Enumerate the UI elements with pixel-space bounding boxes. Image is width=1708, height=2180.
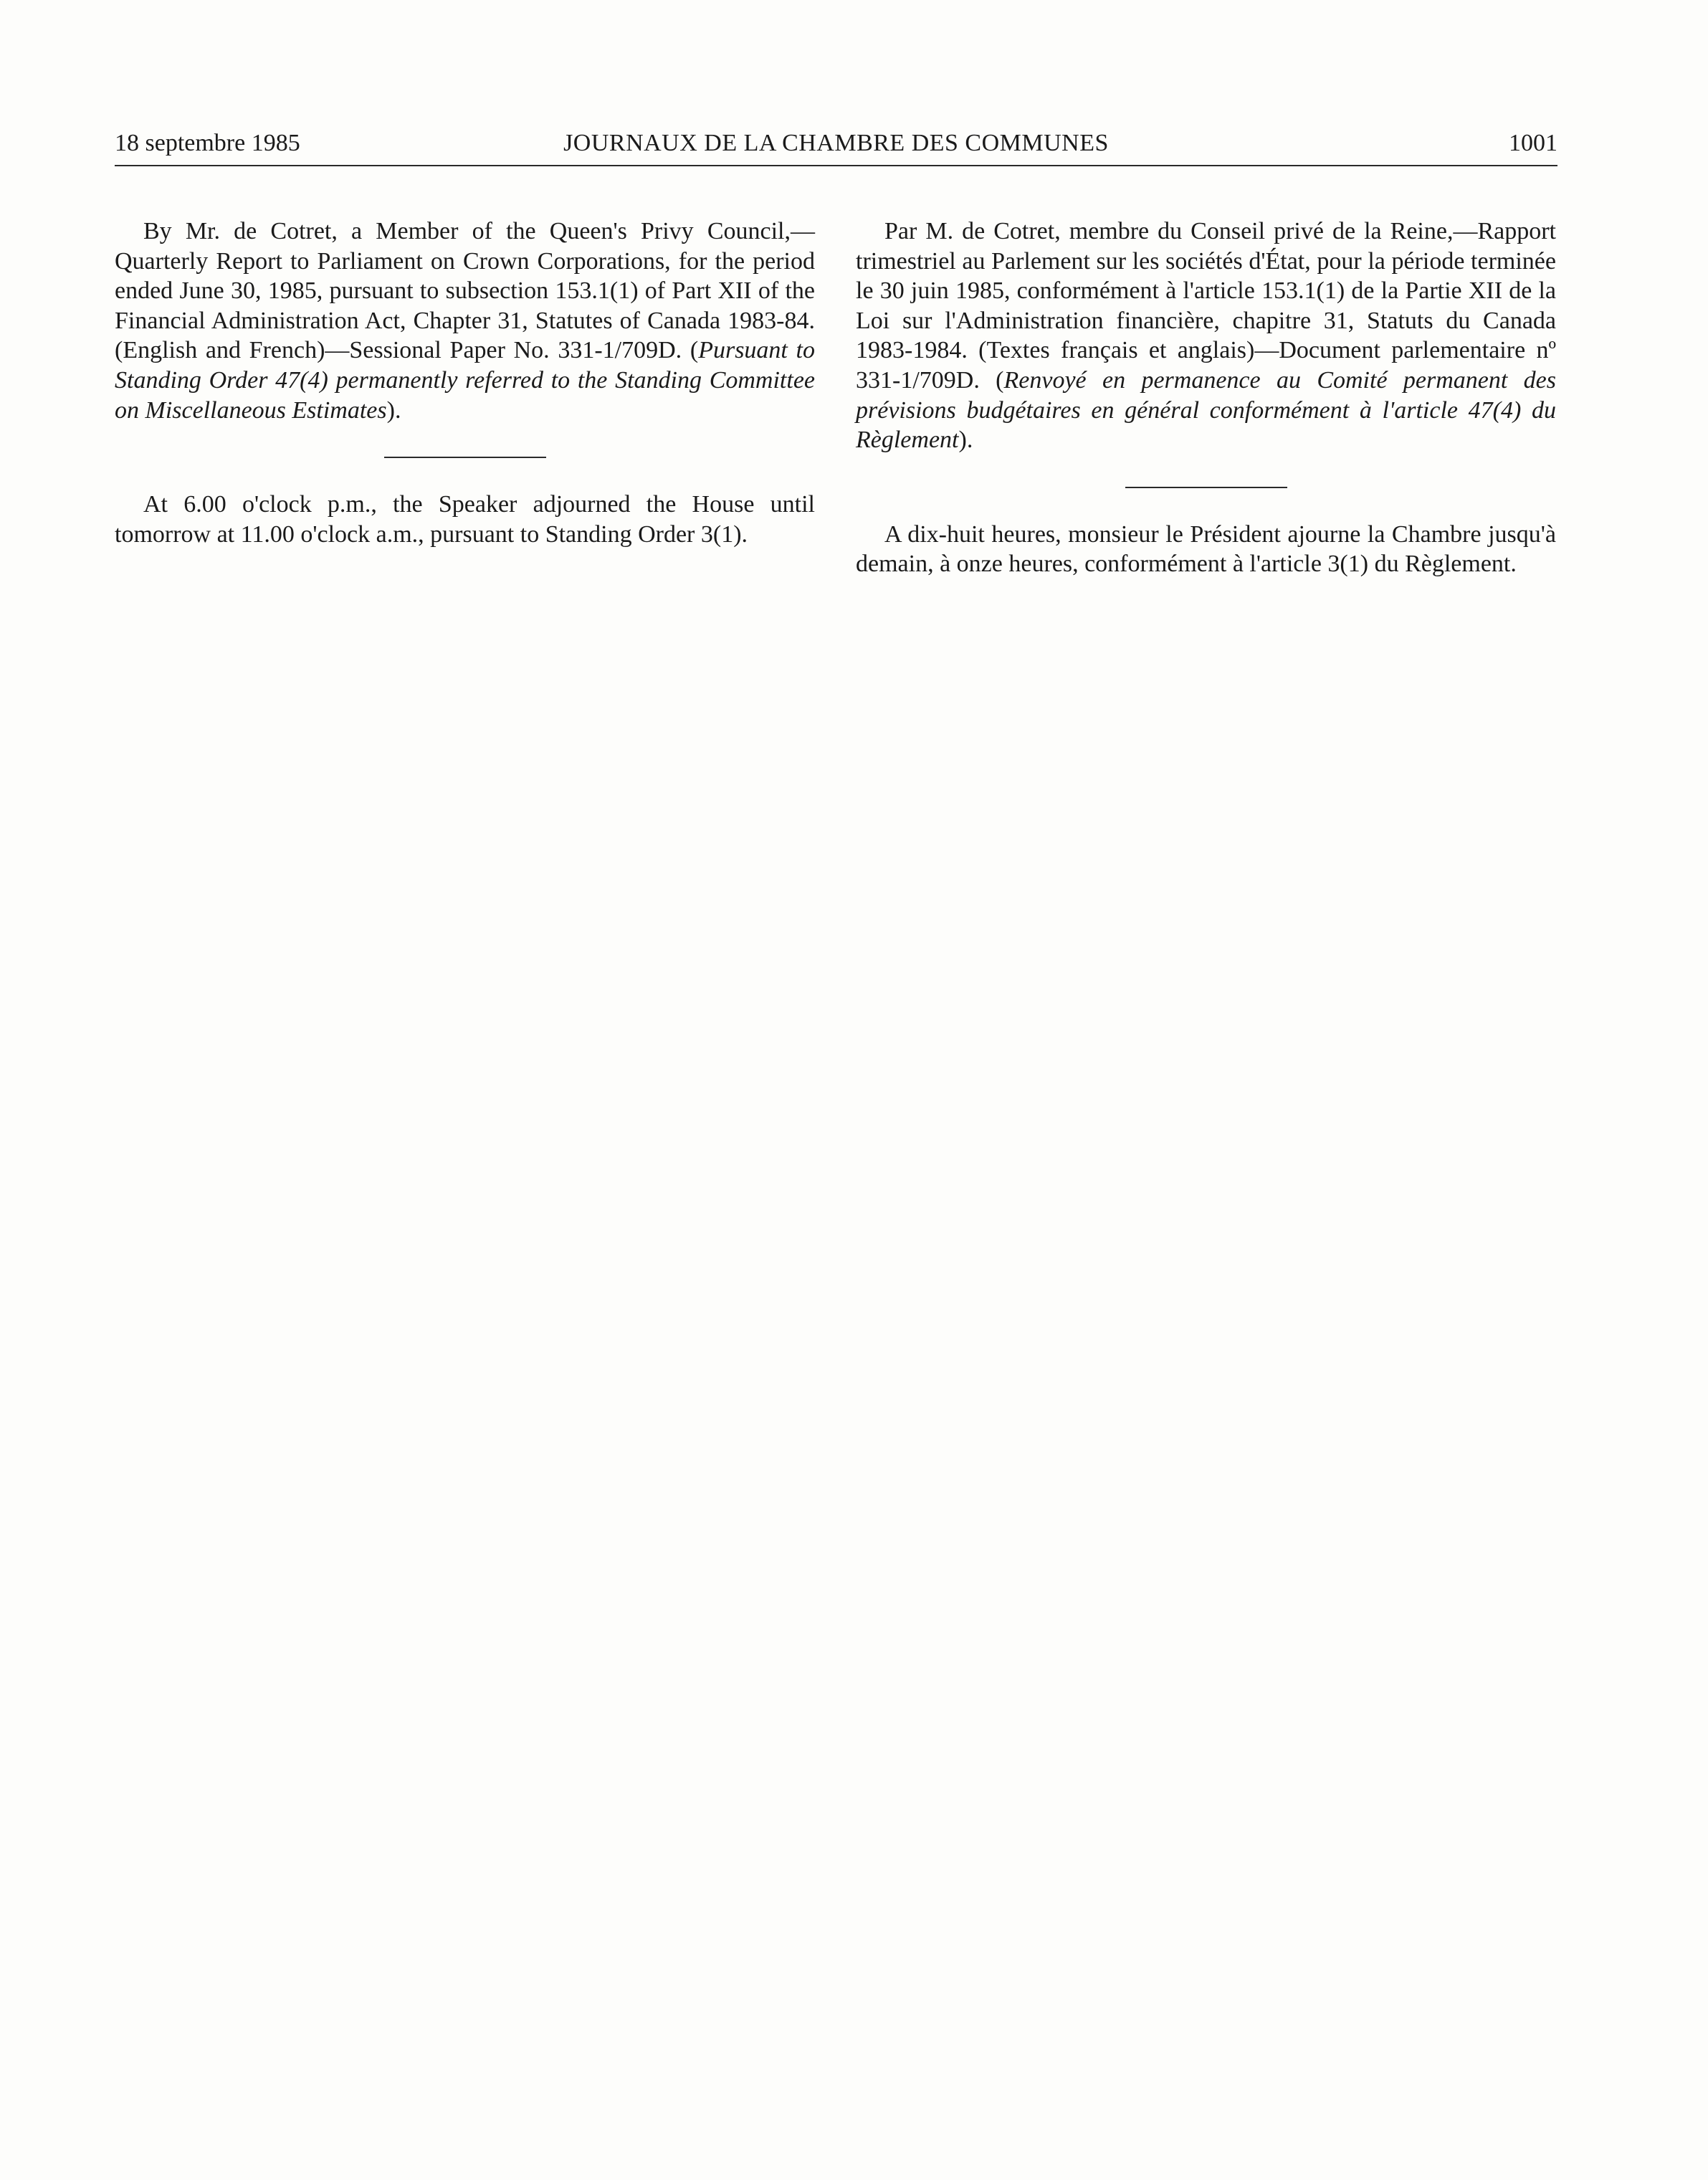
english-report-paragraph: [115, 216, 815, 425]
english-report-closing: ).: [386, 396, 401, 424]
english-report-intro: By Mr. de Cotret, a Member of the Queen's Privy Council,—Quarterly Report to Parliament on Crown Corporations, for the period ended June 30, 1985, pursuant to subsection 153.1(1) of Part XII of the Financial Administration Act, Chapter 31, Statutes of Canada 1983-84. (English and French)—Sessional Paper No. 331-1/709D. (: [115, 218, 815, 364]
french-section-divider: [1125, 487, 1287, 488]
french-report-closing: ).: [958, 427, 973, 454]
running-header: [115, 128, 1557, 166]
header-date: 18 septembre 1985: [115, 130, 300, 156]
english-section-divider: [384, 457, 546, 458]
french-report-referral: Renvoyé en permanence au Comité permanent des prévisions budgétaires en général conformément à l'article 47(4) du Règlement: [856, 366, 1556, 454]
french-column: [856, 216, 1556, 579]
french-report-intro: Par M. de Cotret, membre du Conseil privé de la Reine,—Rapport trimestriel au Parlement sur les sociétés d'État, pour la période terminée le 30 juin 1985, conformément à l'article 153.1(1) de la Partie XII de la Loi sur l'Administration financière, chapitre 31, Statuts du Canada 1983-1984. (Textes français et anglais)—Document parlementaire nº 331-1/709D. (: [856, 218, 1556, 394]
french-adjournment-paragraph: A dix-huit heures, monsieur le Président ajourne la Chambre jusqu'à demain, à onze heures, conformément à l'article 3(1) du Règlement.: [856, 520, 1556, 578]
english-adjournment-paragraph: At 6.00 o'clock p.m., the Speaker adjourned the House until tomorrow at 11.00 o'clock a.m., pursuant to Standing Order 3(1).: [115, 491, 815, 548]
header-page-number: 1001: [1509, 130, 1557, 156]
english-report-referral: Pursuant to Standing Order 47(4) permanently referred to the Standing Committee on Miscellaneous Estimates: [115, 337, 815, 424]
header-journal-title: JOURNAUX DE LA CHAMBRE DES COMMUNES: [563, 130, 1109, 156]
english-column: [115, 216, 815, 549]
french-report-paragraph: [856, 216, 1556, 455]
